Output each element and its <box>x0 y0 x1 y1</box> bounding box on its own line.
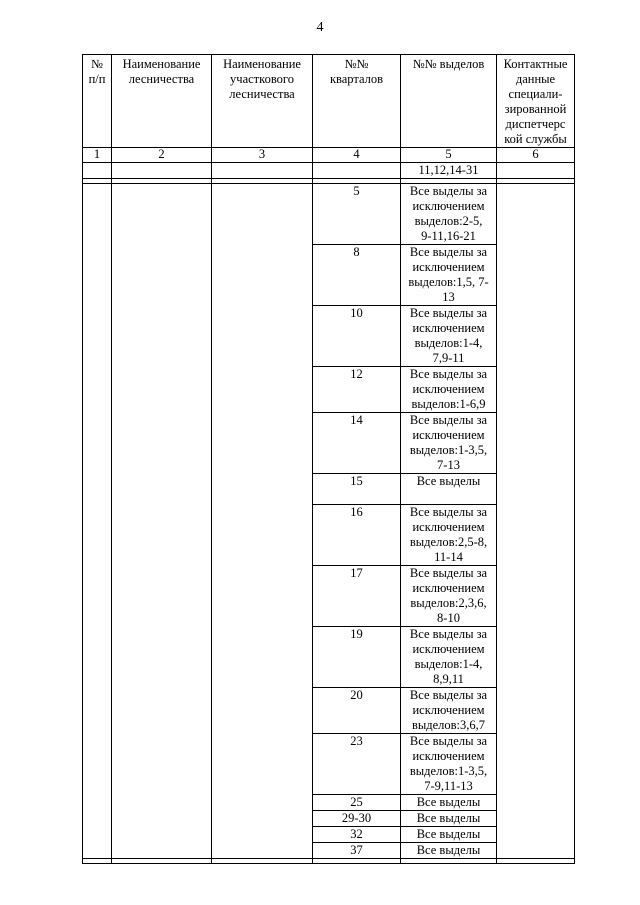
header-forestry <box>112 55 212 148</box>
header-plots <box>401 55 497 148</box>
empty-cell <box>212 184 313 859</box>
column-number: 5 <box>401 148 497 163</box>
column-number: 2 <box>112 148 212 163</box>
header-contacts <box>497 55 575 148</box>
empty-cell <box>112 184 212 859</box>
quarter-cell: 29-30 <box>313 811 401 827</box>
plots-cell: Все выделы за исключением выделов:1-3,5, 7-13 <box>401 413 497 474</box>
quarter-cell: 25 <box>313 795 401 811</box>
plots-cell: Все выделы за исключением выделов:1-3,5, 7-9,11-13 <box>401 734 497 795</box>
plots-cell: Все выделы за исключением выделов:2,3,6, 8-10 <box>401 566 497 627</box>
plots-cell: Все выделы за исключением выделов:1-4, 7,9-11 <box>401 306 497 367</box>
header-line: №№ <box>344 57 369 71</box>
plots-cell: Все выделы <box>401 795 497 811</box>
plots-cell: Все выделы <box>401 474 497 505</box>
header-line: данные <box>515 72 556 86</box>
header-line: Наименование <box>122 57 201 71</box>
plots-cell: Все выделы за исключением выделов:2-5, 9-11,16-21 <box>401 184 497 245</box>
column-number: 6 <box>497 148 575 163</box>
header-line: лесничества <box>229 87 295 101</box>
header-district-forestry <box>212 55 313 148</box>
spacer-row <box>83 859 575 864</box>
quarter-cell: 12 <box>313 367 401 413</box>
contacts-cell <box>497 184 575 859</box>
header-row <box>83 55 575 148</box>
column-number-row <box>83 148 575 163</box>
quarter-cell: 20 <box>313 688 401 734</box>
header-line: специали- <box>508 87 563 101</box>
plots-cell: Все выделы <box>401 811 497 827</box>
table-row <box>83 184 575 245</box>
carry-row <box>83 163 575 179</box>
quarter-cell <box>313 163 401 179</box>
quarter-cell: 15 <box>313 474 401 505</box>
header-line: лесничества <box>128 72 195 86</box>
header-line: Наименование <box>223 57 301 71</box>
column-number: 4 <box>313 148 401 163</box>
plots-cell: Все выделы <box>401 827 497 843</box>
header-quarters <box>313 55 401 148</box>
header-line: п/п <box>88 72 106 86</box>
header-line: № <box>91 57 103 71</box>
plots-cell: Все выделы за исключением выделов:2,5-8, 11-14 <box>401 505 497 566</box>
header-line: Контактные <box>503 57 568 71</box>
header-number <box>83 55 112 148</box>
page-number: 4 <box>316 20 324 35</box>
quarter-cell: 14 <box>313 413 401 474</box>
plots-cell: Все выделы <box>401 843 497 859</box>
plots-cell: Все выделы за исключением выделов:1,5, 7- 13 <box>401 245 497 306</box>
quarter-cell: 17 <box>313 566 401 627</box>
quarter-cell: 37 <box>313 843 401 859</box>
plots-cell: Все выделы за исключением выделов:1-6,9 <box>401 367 497 413</box>
forest-plots-table <box>82 54 575 864</box>
quarter-cell: 16 <box>313 505 401 566</box>
header-line: зированной <box>504 102 567 116</box>
quarter-cell: 8 <box>313 245 401 306</box>
quarter-cell: 5 <box>313 184 401 245</box>
header-line: №№ выделов <box>412 57 485 71</box>
header-line: кой службы <box>504 132 567 146</box>
header-line: диспетчерс <box>505 117 566 131</box>
column-number: 3 <box>212 148 313 163</box>
quarter-cell: 32 <box>313 827 401 843</box>
empty-cell <box>83 184 112 859</box>
plots-cell: Все выделы за исключением выделов:1-4, 8,9,11 <box>401 627 497 688</box>
header-line: участкового <box>230 72 294 86</box>
quarter-cell: 10 <box>313 306 401 367</box>
header-line: кварталов <box>329 72 384 86</box>
column-number: 1 <box>83 148 112 163</box>
quarter-cell: 23 <box>313 734 401 795</box>
plots-cell: Все выделы за исключением выделов:3,6,7 <box>401 688 497 734</box>
quarter-cell: 19 <box>313 627 401 688</box>
plots-cell: 11,12,14-31 <box>401 163 497 179</box>
